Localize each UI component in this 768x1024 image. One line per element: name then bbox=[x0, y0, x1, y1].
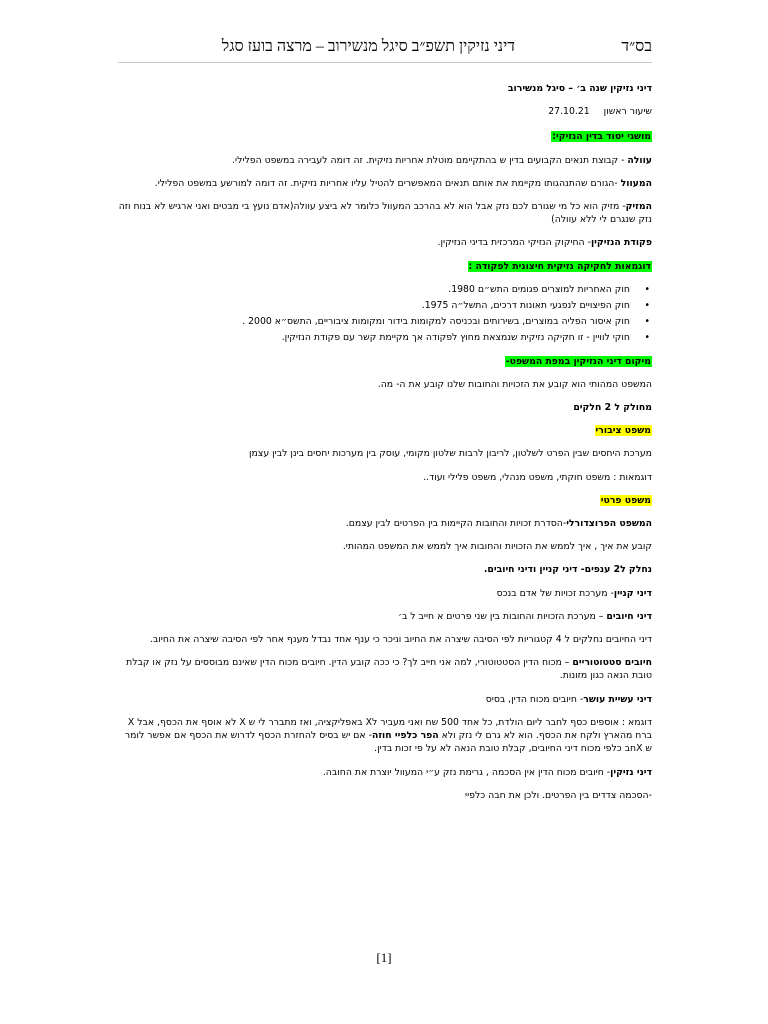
paragraph-maziq bbox=[118, 200, 652, 226]
paragraph-example bbox=[118, 716, 652, 756]
section-heading-public-law: משפט ציבורי bbox=[595, 425, 651, 437]
text-torts: - חיובים מכוח הדין אין הסכמה , גרימת נזק ע״י המעוול יוצרת את החובה. bbox=[322, 766, 611, 778]
paragraph-avla bbox=[118, 154, 652, 167]
term-property: דיני קניין bbox=[613, 587, 652, 599]
paragraph-public-law: מערכת היחסים שבין הפרט לשלטון, לריבון לרבות שלטון מקומי, עוסק בין מערכות יחסים בינן לבין עצמן bbox=[248, 448, 652, 460]
list-item: • חוק האחריות למוצרים פגומים התש״ם 1980. bbox=[118, 283, 630, 296]
paragraph-enrichment bbox=[118, 693, 652, 706]
header-divider bbox=[118, 62, 652, 63]
paragraph-torts bbox=[118, 766, 652, 779]
legislation-list bbox=[118, 283, 652, 345]
list-item: • חוקי לוויין - זו חקיקה נזיקית שנמצאת מחוץ לפקודה אך מקיימת קשר עם פקודת הנזיקין. bbox=[118, 331, 630, 344]
text-procedural: -הסדרת זכויות והחובות הקיימות בין הפרטים לבין עצמם. bbox=[345, 518, 567, 530]
term-statutory: חיובים סטטוטוריים bbox=[572, 657, 652, 669]
section-heading-private-law: משפט פרטי bbox=[600, 494, 651, 506]
page-number: [1] bbox=[376, 950, 392, 965]
text-maziq: - מזיק הוא כל מי שגורם לכם נזק אבל הוא לא בהרכב המעוול כלומר לא ביצע עוולה(אדם נועץ בי מבטים ואני ארגיש לא בנוח וזה נזק שנגרם לי ללא עוולה) bbox=[118, 201, 652, 226]
section-heading-basic-concepts: מושגי יסוד בדין הנזיקי: bbox=[552, 131, 651, 143]
paragraph-property bbox=[118, 587, 652, 600]
text-property: - מערכת זכויות של אדם בנכס bbox=[496, 587, 614, 599]
paragraph-statutory bbox=[118, 656, 652, 682]
course-title: דיני נזיקין שנה ב׳ – סיגל מנשירוב bbox=[507, 83, 652, 94]
section-heading-legislation-examples: דוגמאות לחקיקה נזיקית חיצונית לפקודה : bbox=[468, 260, 651, 272]
term-enrichment: דיני עשיית עושר bbox=[583, 693, 652, 705]
lesson-label: שיעור ראשון bbox=[603, 106, 652, 118]
lesson-date: 27.10.21 bbox=[548, 106, 590, 118]
paragraph-obligations-2: דיני החיובים נחלקים ל 4 קטגוריות לפי הסיבה שיצרה את החיוב וניכר כי ענף אחד נבדל מענף אחר לפי הסיבה שיצרה את החיוב. bbox=[149, 634, 652, 646]
branches-heading: נחלק ל2 ענפים- דיני קניין ודיני חיובים. bbox=[483, 564, 652, 576]
text-avla: - קבוצת תנאים הקבועים בדין ש בהתקיימם מוטלת אחריות נזיקית. זה דומה לעבירה במשפט הפלילי. bbox=[232, 154, 628, 166]
term-avla: עוולה bbox=[627, 154, 652, 166]
paragraph-public-examples: דוגמאות : משפט חוקתי, משפט מנהלי, משפט פלילי ועוד.. bbox=[423, 471, 652, 483]
header-bsd: בס״ד bbox=[621, 38, 652, 55]
term-procedural: המשפט הפרוצדורלי bbox=[566, 518, 652, 530]
term-obligations: דיני חיובים bbox=[606, 610, 652, 622]
example-lead: דוגמא : אוספים כסף לחבר ליום הולדת, כל אחד 500 שח ואני מעביר לX באפליקציה, ואז מתברר לי ש X לא אוסף את הכסף, אבל X ברח מהארץ ולקח את הכסף. הוא לא גרם לי נזק ולא bbox=[127, 716, 652, 742]
paragraph-meavel bbox=[118, 177, 652, 190]
term-pkuda: פקודת הנזיקין bbox=[590, 237, 652, 249]
lesson-line bbox=[118, 105, 652, 118]
document-body bbox=[118, 82, 652, 812]
paragraph-procedural bbox=[118, 517, 652, 530]
list-item: • חוק איסור הפליה במוצרים, בשירותים ובכניסה למקומות בידור ומקומות ציבוריים, התשס״א 2000 . bbox=[118, 315, 630, 328]
text-obligations: – מערכת הזכויות והחובות בין שני פרטים א חייב ל ב׳ bbox=[398, 610, 607, 622]
text-statutory: – מכוח הדין הסטטוטורי, למה אני חייב לך? כי ככה קובע הדין. חיובים מכוח הדין שאינם מבוססים על נזק או קבלת טובת הנאה כגון מזונות. bbox=[126, 657, 652, 682]
text-enrichment: - חיובים מכוח הדין, בסיס bbox=[485, 693, 584, 705]
paragraph-substantive-law: המשפט המהותי הוא קובע את הזכויות והחובות שלנו קובע את ה- מה. bbox=[377, 378, 652, 390]
section-heading-law-map: מיקום דיני הנזיקין במפת המשפט- bbox=[505, 355, 651, 367]
example-tail: - אם יש בסיס להחזרת הכסף לדרוש את הכסף אם אפשר לומר ש Xחב כלפי מכוח דיני החיובים, קבלת טובת הנאה לא על פי זכות בדין. bbox=[124, 730, 652, 755]
text-meavel: -הגורם שהתנהגותו מקיימת את אותם תנאים המאפשרים להטיל עליו אחריות נזיקית. זה דומה למורשע במשפט הפלילי. bbox=[154, 177, 621, 189]
term-torts: דיני נזיקין bbox=[610, 766, 652, 778]
paragraph-consent: -הסכמה צדדים בין הפרטים. ולכן את חבה כלפיי bbox=[465, 789, 652, 801]
header-title: דיני נזיקין תשפ״ב סיגל מנשירוב – מרצה בועז סגל bbox=[221, 38, 515, 55]
split-heading: מחולק ל 2 חלקים bbox=[573, 402, 652, 414]
example-bold: הפר כלפיי חוזה bbox=[371, 730, 439, 742]
list-item: • חוק הפיצויים לנפגעי תאונות דרכים, התשל״ה 1975. bbox=[118, 299, 630, 312]
paragraph-procedural-2: קובע את איך , איך לממש את הזכויות והחובות איך לממש את המשפט המהותי. bbox=[342, 541, 652, 553]
paragraph-obligations bbox=[118, 610, 652, 623]
paragraph-pkuda bbox=[118, 236, 652, 249]
term-maziq: המזיק bbox=[625, 201, 652, 213]
term-meavel: המעוול bbox=[620, 177, 652, 189]
page-header bbox=[0, 38, 768, 62]
text-pkuda: - החיקוק הנזיקי המרכזית בדיני הנזיקין. bbox=[437, 237, 591, 249]
